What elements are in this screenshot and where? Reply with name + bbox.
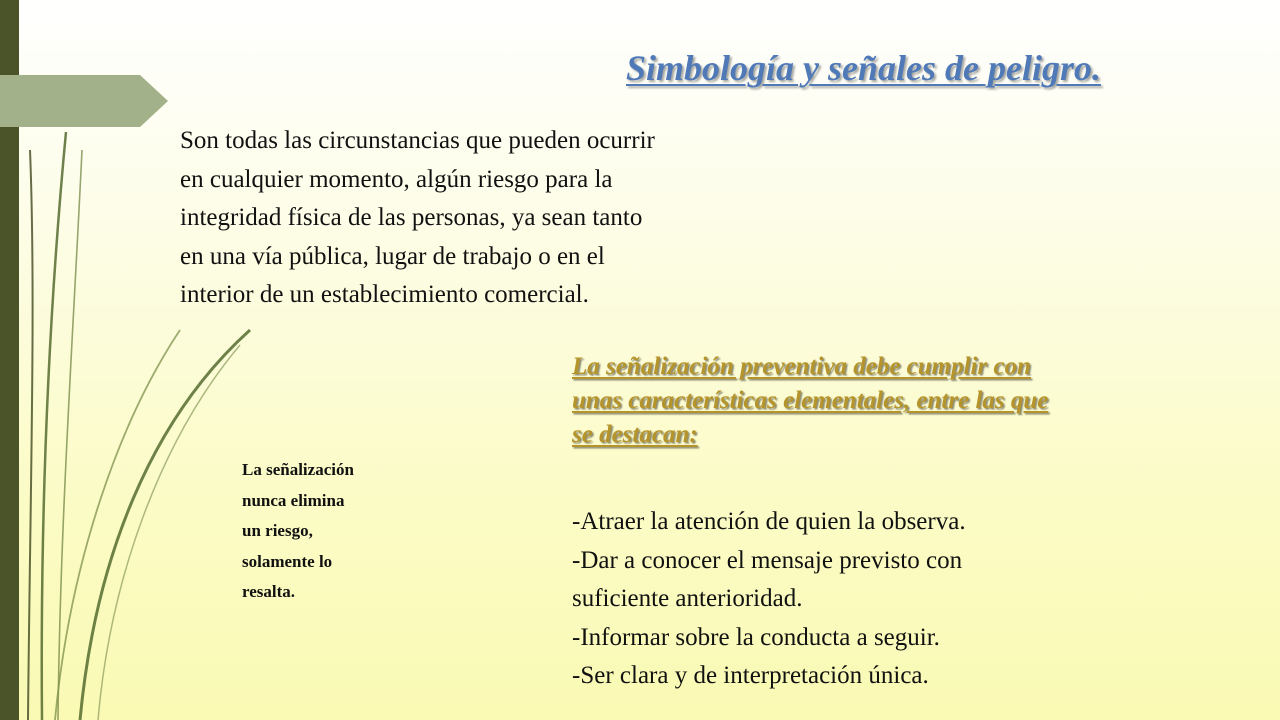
- characteristic-line: suficiente anterioridad.: [572, 585, 803, 612]
- heading-line: La señalización preventiva debe cumplir con: [572, 353, 1031, 380]
- characteristics-list: [572, 503, 1212, 696]
- side-note-line: nunca elimina: [242, 490, 345, 510]
- intro-line: interior de un establecimiento comercial.: [180, 281, 589, 308]
- intro-line: en una vía pública, lugar de trabajo o en el: [180, 242, 605, 270]
- side-note-line: un riesgo,: [242, 521, 313, 540]
- side-note: [242, 455, 422, 608]
- intro-line: en cualquier momento, algún riesgo para la: [180, 165, 613, 193]
- characteristic-line: -Atraer la atención de quien la observa.: [572, 508, 966, 535]
- intro-paragraph: [180, 122, 820, 315]
- characteristic-line: -Dar a conocer el mensaje previsto con: [572, 546, 963, 574]
- heading-line: se destacan:: [572, 421, 698, 448]
- intro-line: integridad física de las personas, ya sean tanto: [180, 204, 643, 231]
- arrow-tab-decoration: [0, 75, 168, 127]
- side-note-line: resalta.: [242, 582, 296, 601]
- side-note-line: solamente lo: [242, 551, 333, 571]
- side-note-line: La señalización: [242, 460, 354, 479]
- intro-line: Son todas las circunstancias que pueden ocurrir: [180, 127, 655, 154]
- heading-line: unas características elementales, entre las que: [572, 387, 1049, 414]
- characteristic-line: -Informar sobre la conducta a seguir.: [572, 623, 940, 651]
- characteristic-line: -Ser clara y de interpretación única.: [572, 662, 929, 689]
- slide-title: Simbología y señales de peligro.: [626, 48, 1101, 88]
- characteristics-heading: [572, 350, 1212, 452]
